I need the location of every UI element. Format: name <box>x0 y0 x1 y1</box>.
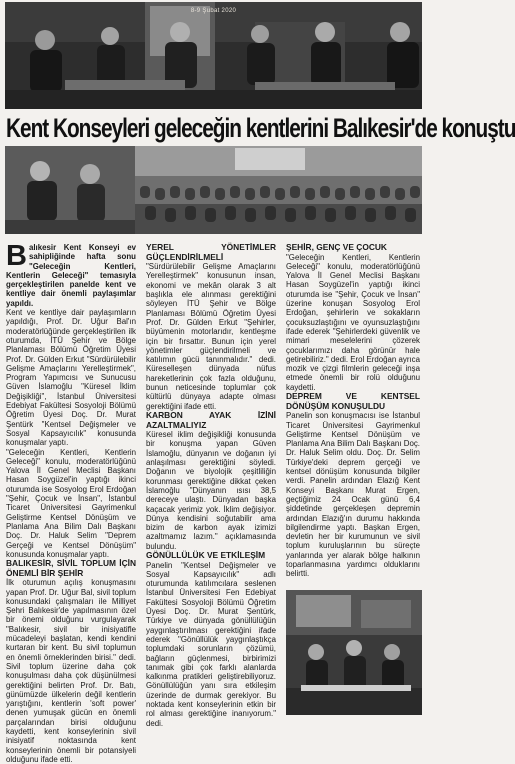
article-column-2 <box>146 242 276 728</box>
subheading-deprem: DEPREM VE KENTSEL DÖNÜŞÜM KONUŞULDU <box>286 391 420 411</box>
article-column-3 <box>286 243 420 588</box>
intro-paragraph-2: "Geleceğin Kentleri, Kentlerin Geleceği" konulu, moderatörlüğünü Yalova İl Genel Meclisi Başkanı Hasan Soygüzel'in yaptığı ikinci oturumda ise Sosyolog Erol Erdoğan "Şehir, Çocuk ve İnsan", İstanbul Ticaret Üniversitesi Gayrimenkul Geliştirme Kentsel Dönüşüm ve Planlama Ana Bilim Dalı Başkanı Doç. Dr. Haluk Selim "Deprem Gerçeği ve Kentsel Dönüşüm" konusunda konuşmalar yaptı. <box>6 447 136 559</box>
subheading-sehir: ŞEHİR, GENÇ VE ÇOCUK <box>286 242 387 252</box>
drop-cap: B <box>6 240 27 272</box>
subheading-balikesir: BALIKESİR, SİVİL TOPLUM İÇİN ÖNEMLİ BİR ŞEHİR <box>6 558 136 578</box>
section1-paragraph: İlk oturumun açılış konuşmasını yapan Prof. Dr. Uğur Bal, sivil toplum konusundaki çalışmaları ile Milliyet Şehri Balıkesir'de yapılmasının özel bir önemi olduğunu vurgulayarak "Balıkesir, sivil bir inisiyatifle mücadeleyi başlatan, kendi kendini kurtaran bir kent. Bu sivil toplumun en önemli örneklerinden birisi." dedi. Sivil toplum üzerine daha çok konuşulması daha çok düşünülmesi gerektiğini belirten Prof. Dr. Batı, günümüzde ülkelerin değil kentlerin yarıştığını, kentlerin 'soft power' denen yumuşak gücün en önemli parçalarından birisi olduğunu kaydetti, kent konseylerinin sivil inisiyatif noktasında kent konseylerinin önemli bir potansiyeli olduğunu ifade etti. <box>6 578 136 764</box>
article-lead <box>6 240 136 308</box>
section5-paragraph: "Geleceğin Kentleri, Kentlerin Geleceği" konulu, moderatörlüğünü Yalova İl Genel Meclisi Başkanı Hasan Soygüzel'in yaptığı ikinci oturumda ise "Şehir, Çocuk ve İnsan" üzerine konuşan Sosyolog Erol Erdoğan, şehirlerin ve sokakların çocuksuzlaştığını ve oyunsuzlaştığını ifade ederek "Şehirlerdeki güvenlik ve mimari meselelerini çözerek çocuklarımızı daha görünür hale getirebiliriz." dedi. Erol Erdoğan ayrıca mozik ve çizgi filmlerin geleceği inşa etmede önemli bir rolü olduğunu kaydetti. <box>286 252 420 392</box>
lead-text: alıkesir Kent Konseyi ev sahipliğinde hafta sonu "Geleceğin Kentleri, Kentlerin Geleceği" temasıyla gerçekleştirilen panelde kent ve kentliye dair önemli paylaşımlar yapıldı. <box>6 243 136 308</box>
section4-paragraph: Panelin "Kentsel Değişmeler ve Sosyal Kapsayıcılık" adlı oturumunda katılımcılara seslenen İstanbul Üniversitesi Fen Edebiyat Fakültesi Sosyoloji Bölümü Öğretim Üyesi Doç. Dr. Murat Şentürk, Türkiye ve dünyada gönüllülüğün yaygınlaştırılması gerektiğini ifade ederek "Gönüllülük yaygınlaştıkça toplumdaki sorunların çözümü, bağların güçlenmesi, birbirimizi tanımak gibi çok farklı alanlarda kalkınma pratikleri geliştirebiliyoruz. Gönüllülüğün yanı sıra etkileşim üzerinde de durmak gerekiyor. Bu noktada kent konseylerinin etkin bir rol alması gerektiğine inanıyorum." dedi. <box>146 560 276 728</box>
subheading-yerel: YEREL YÖNETİMLER GÜÇLENDİRİLMELİ <box>146 242 276 262</box>
subheading-karbon: KARBON AYAK İZİNİ AZALTMALIYIZ <box>146 409 276 430</box>
article-headline: Kent Konseyleri geleceğin kentlerini Balıkesir'de konuştu <box>6 113 515 143</box>
audience-photo-strip <box>5 146 422 234</box>
intro-paragraph-1: Kent ve kentliye dair paylaşımların yapıldığı, Prof. Dr. Uğur Bal'ın moderatörlüğünde gerçekleştirilen ilk oturumda, İTÜ Şehir ve Bölge Planlaması Bölümü Öğretim Üyesi Prof. Dr. Gülden Erkut "Sürdürülebilir Gelişme Amaçlarını Yerelleştirmek", Program Yapımcısı ve Sunucusu Güven İslamoğlu "Küresel İklim Değişikliği", İstanbul Üniversitesi Edebiyat Fakültesi Sosyoloji Bölümü Öğretim Üyesi Doç. Dr. Murat Şentürk "Kentsel Değişmeler ve Sosyal Kapsayıcılık" konusunda konuşmalar yaptı. <box>6 308 136 448</box>
section6-paragraph: Panelin son konuşmacısı ise İstanbul Ticaret Üniversitesi Gayrimenkul Geliştirme Kentsel Dönüşüm ve Planlama Ana Bilim Dalı Başkanı Doç. Dr. Haluk Selim oldu. Doç. Dr. Selim Türkiye'deki deprem gerçeği ve kentsel dönüşüm konusunda bilgiler verdi. Panelin ardından Elazığ Kent Konseyi Başkanı Murat Ergen, geçtiğimiz 24 Ocak günü 6,4 şiddetinde gerçekleşen depremin ardından Elazığ'ın durumu hakkında bilgilendirme yaptı. Başkan Ergen, devletin her bir kurumunun ve sivil toplum kuruluşlarının bu süreçte yanlarında yer alarak bölge halkının toparlanmasına yardımcı olduklarını belirtti. <box>286 411 420 579</box>
photo-dateline: 8-9 Şubat 2020 <box>190 8 237 14</box>
article-column-1 <box>6 240 136 764</box>
section2-paragraph: "Sürdürülebilir Gelişme Amaçlarını Yerelleştirmek" konusunun insan, ekonomi ve mekân olarak 3 alt başlıkla ele alınması gerektiğini söyleyen İTÜ Şehir ve Bölge Planlaması Bölümü Öğretim Üyesi Prof. Dr. Gülden Erkut "Şehirler, büyümenin motorlarıdır, kentleşme için bir fırsattır. Bunun için yerel yönetimler güçlendirilmeli ve katılımın gücü tanınmalıdır." dedi. Küreselleşen dünyada nüfus hareketlerinin çok fazla olduğunu, bunun neticesinde toplumlar çok kültürlü dünyaya adapte olması gerektiğini ifade etti. <box>146 262 276 411</box>
subheading-gonulluluk: GÖNÜLLÜLÜK VE ETKİLEŞİM <box>146 549 266 560</box>
top-panel-photo <box>5 2 422 109</box>
section3-paragraph: Küresel iklim değişikliği konusunda bir konuşma yapan Güven İslamoğlu, dünyanın ve doğanın iyi anlaşılması gerektiğini söyledi. Doğanın ve biyolojik çeşitliliğin korunması gerektiğine dikkat çeken İslamoğlu "Dünyanın ısısı 38,5 dereceye ulaştı. Dünyadan başka kaçacak yerimiz yok. İklim değişiyor. Dünya kendisini soğutabilir ama bizim de karbon ayak izimizi azaltmamız lazım." açıklamasında bulundu. <box>146 430 276 551</box>
stage-photo <box>286 590 422 715</box>
